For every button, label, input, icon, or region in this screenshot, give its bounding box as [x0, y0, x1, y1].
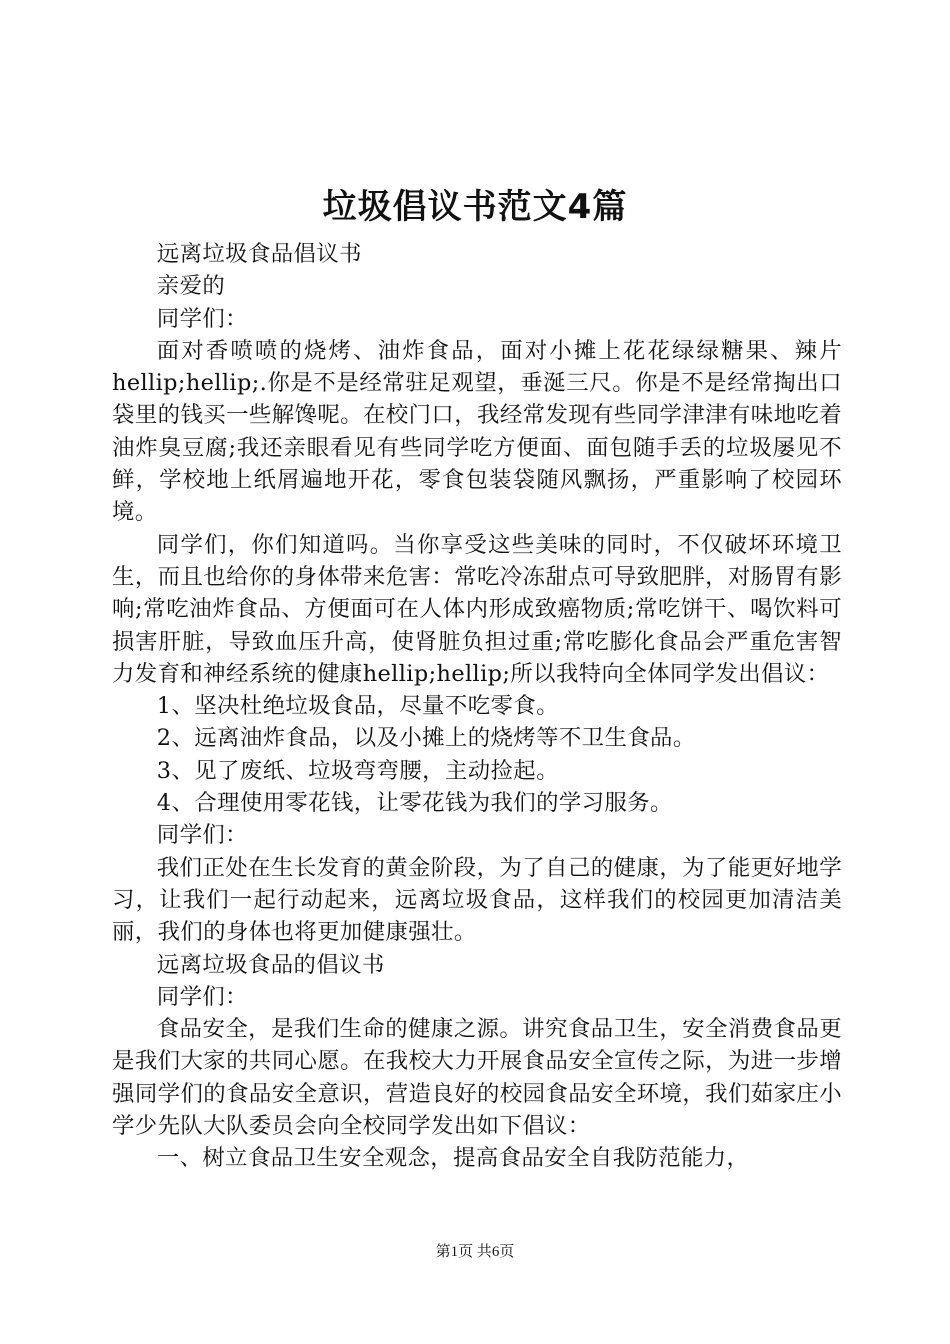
body-paragraph: 我们正处在生长发育的黄金阶段，为了自己的健康，为了能更好地学习，让我们一起行动起来，远离垃圾食品，这样我们的校园更加清洁美丽，我们的身体也将更加健康强壮。	[112, 854, 842, 946]
document-body	[112, 238, 842, 1175]
body-paragraph: 食品安全，是我们生命的健康之源。讲究食品卫生，安全消费食品更是我们大家的共同心愿。在我校大力开展食品安全宣传之际，为进一步增强同学们的食品安全意识，营造良好的校园食品安全环境，我们茹家庄小学少先队大队委员会向全校同学发出如下倡议：	[112, 1016, 842, 1140]
section-heading: 远离垃圾食品的倡议书	[156, 951, 385, 978]
salutation-line: 同学们：	[156, 983, 248, 1010]
section-heading: 远离垃圾食品倡议书	[156, 241, 362, 267]
page-title: 垃圾倡议书范文4篇	[322, 187, 628, 227]
list-item: 1、坚决杜绝垃圾食品，尽量不吃零食。	[156, 693, 559, 720]
salutation-line: 同学们：	[156, 822, 248, 849]
salutation-line: 亲爱的	[156, 273, 226, 300]
body-paragraph: 同学们，你们知道吗。当你享受这些美味的同时，不仅破坏环境卫生，而且也给你的身体带来危害：常吃冷冻甜点可导致肥胖，对肠胃有影响;常吃油炸食品、方便面可在人体内形成致癌物质;常吃饼干、喝饮料可损害肝脏，导致血压升高，使肾脏负担过重;常吃膨化食品会严重危害智力发育和神经系统的健康hellip;hellip;所以我特向全体同学发出倡议：	[112, 531, 842, 687]
salutation-line: 同学们：	[156, 305, 248, 332]
list-item: 2、远离油炸食品，以及小摊上的烧烤等不卫生食品。	[156, 725, 696, 752]
list-item: 4、合理使用零花钱，让零花钱为我们的学习服务。	[156, 790, 673, 817]
list-item: 一、树立食品卫生安全观念，提高食品安全自我防范能力，	[156, 1145, 750, 1172]
body-paragraph: 面对香喷喷的烧烤、油炸食品，面对小摊上花花绿绿糖果、辣片hellip;hellip;.你是不是经常驻足观望，垂涎三尺。你是不是经常掏出口袋里的钱买一些解馋呢。在校门口，我经常发现有些同学津津有味地吃着油炸臭豆腐;我还亲眼看见有些同学吃方便面、面包随手丢的垃圾屡见不鲜，学校地上纸屑遍地开花，零食包装袋随风飘扬，严重影响了校园环境。	[112, 337, 842, 526]
page-footer: 第1页 共6页	[435, 1244, 515, 1260]
list-item: 3、见了废纸、垃圾弯弯腰，主动捡起。	[156, 757, 559, 784]
